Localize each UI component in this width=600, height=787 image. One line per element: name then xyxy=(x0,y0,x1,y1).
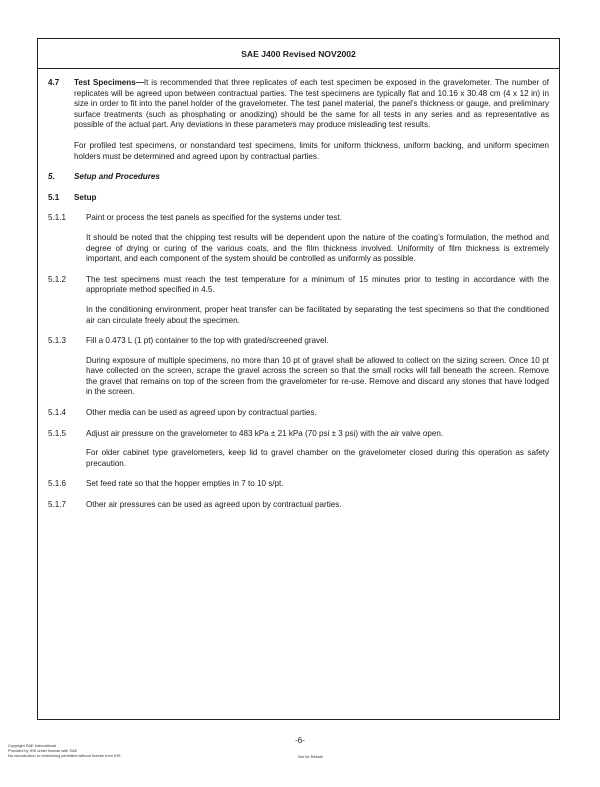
provider-line: Provided by IHS under license with SAE xyxy=(8,747,78,753)
license-footer xyxy=(8,744,120,759)
document-body xyxy=(48,78,549,511)
item-note: In the conditioning environment, proper heat transfer can be facilitated by separating the test specimens so that the conditioned air can circulate freely about the specimen. xyxy=(86,304,549,325)
license-line: No reproduction or networking permitted without license from IHS xyxy=(8,752,121,758)
item-text: Adjust air pressure on the gravelometer to 483 kPa ± 21 kPa (70 psi ± 3 psi) with the air valve open. xyxy=(86,428,444,438)
section-5-heading xyxy=(48,172,549,183)
item-note: During exposure of multiple specimens, no more than 10 pt of gravel shall be allowed to collect on the sizing screen. Once 10 pt have collected on the screen, scrape the gravel across the screen so that the small rocks will fall beneath the screen. Remove the gravel that remains on top of the screen from the gravelometer for re-use. Remove and discard any stones that have lodged in the screen. xyxy=(86,355,549,397)
header-divider xyxy=(38,68,559,69)
page-frame xyxy=(37,38,560,720)
copyright-line: Copyright SAE International xyxy=(8,743,57,748)
item-number: 5.1.5 xyxy=(48,428,67,438)
section-5-1-heading xyxy=(48,193,549,204)
item-note: It should be noted that the chipping test results will be dependent upon the nature of the coating’s formulation, the method and degree of drying or curing of the various coats, and the film thickness involved. Uniformity of film thickness is extremely important, and each component of the system should be controlled as uniformly as possible. xyxy=(86,232,549,264)
item-text: Other air pressures can be used as agreed upon by contractual parties. xyxy=(86,500,342,510)
paragraph: For profiled test specimens, or nonstandard test specimens, limits for uniform thickness, uniform backing, and uniform specimen holders must be determined and agreed upon by contractual parties. xyxy=(74,140,549,161)
item-text: Paint or process the test panels as specified for the systems under test. xyxy=(86,213,342,223)
item-number: 5.1.1 xyxy=(48,213,67,223)
page-title: SAE J400 Revised NOV2002 xyxy=(241,49,356,59)
item-text: Set feed rate so that the hopper empties in 7 to 10 s/pt. xyxy=(86,479,284,489)
item-5-1-4 xyxy=(48,408,549,419)
item-text: Other media can be used as agreed upon by contractual parties. xyxy=(86,408,317,418)
item-5-1-1 xyxy=(48,213,549,224)
item-5-1-3 xyxy=(48,336,549,347)
item-text: The test specimens must reach the test temperature for a minimum of 15 minutes prior to testing in accordance with the appropriate method specified in 4.5. xyxy=(86,274,549,295)
section-title: Setup xyxy=(74,192,97,202)
page-number: -6- xyxy=(295,736,305,745)
section-number: 5. xyxy=(48,172,55,182)
item-5-1-6 xyxy=(48,479,549,490)
section-title: Test Specimens— xyxy=(74,78,144,87)
paragraph: It is recommended that three replicates of each test specimen be exposed in the gravelometer. The number of replicates will be agreed upon between contractual parties. The test specimens are typically flat and 10.16 x 30.48 cm (4 x 12 in) in size in order to fit into the panel holder of the gravelometer. The test panel material, the panel’s thickness or gauge, and preliminary surface treatments (such as phosphating or anodizing) should be the same for all tests in any series and as representative as possible of the actual part. Any deviations in these parameters may produce misleading test results. xyxy=(74,78,549,130)
item-text: Fill a 0.473 L (1 pt) container to the top with grated/screened gravel. xyxy=(86,336,329,346)
section-4-7 xyxy=(48,78,549,131)
item-5-1-2 xyxy=(48,275,549,296)
item-number: 5.1.2 xyxy=(48,274,67,284)
section-number: 5.1 xyxy=(48,192,60,202)
resale-notice: Not for Resale xyxy=(298,754,323,759)
item-number: 5.1.4 xyxy=(48,408,67,418)
item-5-1-5 xyxy=(48,429,549,440)
item-number: 5.1.6 xyxy=(48,479,67,489)
item-5-1-7 xyxy=(48,500,549,511)
item-note: For older cabinet type gravelometers, keep lid to gravel chamber on the gravelometer closed during this operation as safety precaution. xyxy=(86,448,549,468)
section-title: Setup and Procedures xyxy=(74,172,160,182)
item-number: 5.1.3 xyxy=(48,336,67,346)
item-number: 5.1.7 xyxy=(48,500,67,510)
section-number: 4.7 xyxy=(48,78,60,87)
